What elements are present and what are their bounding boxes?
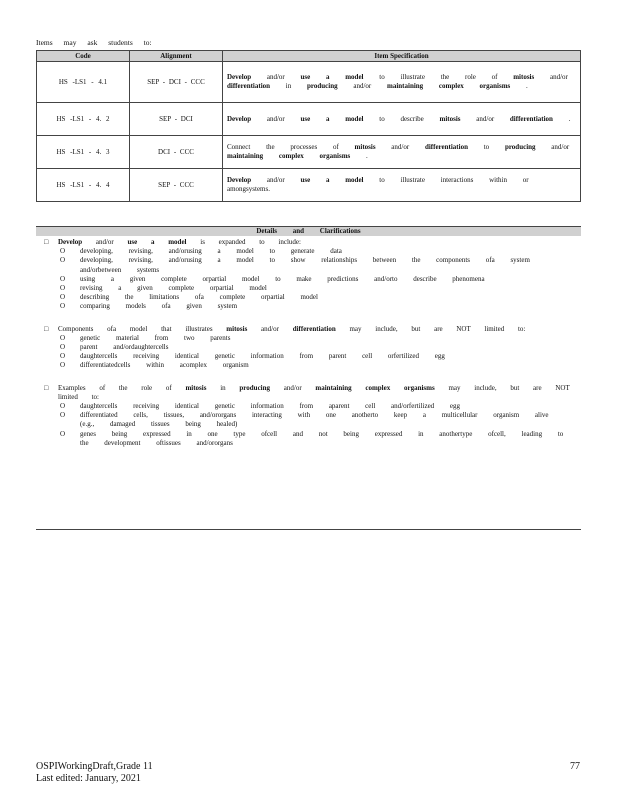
circle-bullet-icon: O xyxy=(60,343,66,352)
spec-text: and/or xyxy=(535,143,570,151)
detail-bullet xyxy=(44,325,574,334)
row-alignment: SEP - DCI - CCC xyxy=(130,62,223,103)
spec-keyword: maintaining complex organisms xyxy=(227,152,351,160)
detail-keyword: use a model xyxy=(127,238,187,246)
detail-bullet xyxy=(44,384,574,402)
footer xyxy=(36,761,153,785)
detail-sub-item xyxy=(44,411,574,429)
sub-item-text: comparing models ofa given system xyxy=(80,302,238,311)
detail-keyword: mitosis xyxy=(226,324,248,333)
spec-text: to illustrate interactions within or amongsystems. xyxy=(227,176,529,193)
detail-sub-item xyxy=(44,302,574,311)
spec-text: . xyxy=(552,114,571,123)
detail-keyword: maintaining complex organisms xyxy=(315,383,435,392)
table-row xyxy=(37,103,581,136)
spec-keyword: producing xyxy=(504,143,536,151)
table-row xyxy=(37,136,581,169)
spec-text: and/or xyxy=(251,73,301,81)
sub-item-text: developing, revising, and/orusing a model to generate data xyxy=(80,247,342,256)
detail-text: Components ofa model that illustrates xyxy=(58,324,227,333)
detail-text: may include, but are NOT limited to: xyxy=(58,383,570,401)
table-row xyxy=(37,169,581,202)
table-header-row xyxy=(37,51,581,62)
spec-keyword: mitosis xyxy=(354,143,376,151)
circle-bullet-icon: O xyxy=(60,352,66,361)
circle-bullet-icon: O xyxy=(60,361,66,370)
spec-text: and/or xyxy=(534,73,568,81)
row-alignment: DCI - CCC xyxy=(130,136,223,169)
spec-keyword: Develop xyxy=(227,176,252,184)
page-number: 77 xyxy=(570,761,580,772)
detail-text: and/or xyxy=(247,324,293,333)
spec-text: to xyxy=(467,143,505,151)
detail-keyword: mitosis xyxy=(185,383,207,392)
sub-item-text: using a given complete orpartial model to make predictions and/orto describe phenomena xyxy=(80,274,485,283)
sub-item-text: genes being expressed in one type ofcell and not being expressed in anothertype ofcell, leading to the development oftissues and/ororgans xyxy=(80,429,564,447)
detail-keyword: differentiation xyxy=(292,324,336,333)
section-gap xyxy=(44,371,574,384)
spec-keyword: mitosis xyxy=(513,73,535,81)
detail-sub-item xyxy=(44,275,574,284)
detail-text: and/or xyxy=(270,383,316,392)
row-code: HS -LS1 - 4. 3 xyxy=(37,136,130,169)
item-spec-table xyxy=(36,50,581,202)
sub-item-text: genetic material from two parents xyxy=(80,333,231,342)
spec-text: Connect the processes of xyxy=(227,143,355,151)
spec-keyword: differentiation xyxy=(509,114,553,123)
sub-item-text: daughtercells receiving identical genetic information from parent cell orfertilized egg xyxy=(80,352,445,361)
detail-sub-item xyxy=(44,402,574,411)
sub-item-text: differentiatedcells within acomplex organism xyxy=(80,361,249,370)
detail-text: in xyxy=(206,383,240,392)
detail-sub-item xyxy=(44,361,574,370)
detail-text: Examples of the role of xyxy=(58,383,186,392)
circle-bullet-icon: O xyxy=(60,333,66,342)
spec-keyword: use a model xyxy=(300,114,364,123)
detail-sub-item xyxy=(44,430,574,448)
detail-text: is expanded to include: xyxy=(186,238,301,246)
circle-bullet-icon: O xyxy=(60,247,66,256)
spec-text: in xyxy=(270,82,307,90)
row-spec xyxy=(223,62,581,103)
section-gap xyxy=(44,312,574,325)
row-spec xyxy=(223,136,581,169)
detail-text: and/or xyxy=(82,238,128,246)
square-bullet-icon: □ xyxy=(44,324,49,333)
bottom-divider xyxy=(36,529,581,530)
spec-keyword: use a model xyxy=(300,176,364,184)
circle-bullet-icon: O xyxy=(60,274,66,283)
sub-item-text: developing, revising, and/orusing a model to show relationships between the components ofa system and/orbetween systems xyxy=(80,256,530,274)
spec-keyword: mitosis xyxy=(439,114,461,123)
row-code: HS -LS1 - 4.1 xyxy=(37,62,130,103)
header-alignment: Alignment xyxy=(130,51,223,62)
detail-keyword: producing xyxy=(239,383,271,392)
spec-keyword: maintaining complex organisms xyxy=(387,82,511,90)
detail-sub-item xyxy=(44,284,574,293)
spec-keyword: differentiation xyxy=(227,82,271,90)
spec-keyword: Develop xyxy=(227,73,252,81)
circle-bullet-icon: O xyxy=(60,256,66,265)
footer-edited-date: Last edited: January, 2021 xyxy=(36,773,141,784)
spec-text: . xyxy=(510,82,528,90)
spec-keyword: producing xyxy=(307,82,338,90)
circle-bullet-icon: O xyxy=(60,284,66,293)
circle-bullet-icon: O xyxy=(60,302,66,311)
square-bullet-icon: □ xyxy=(44,238,49,246)
row-alignment: SEP - DCI xyxy=(130,103,223,136)
detail-sub-item xyxy=(44,247,574,256)
detail-sub-item xyxy=(44,334,574,343)
row-code: HS -LS1 - 4. 2 xyxy=(37,103,130,136)
footer-draft-label: OSPIWorkingDraft,Grade 11 xyxy=(36,761,153,772)
detail-text: may include, but are NOT limited to: xyxy=(335,324,526,333)
detail-sub-item xyxy=(44,352,574,361)
sub-item-text: describing the limitations ofa complete orpartial model xyxy=(80,293,318,302)
spec-text: and/or xyxy=(251,176,301,184)
row-code: HS -LS1 - 4. 4 xyxy=(37,169,130,202)
detail-sub-item xyxy=(44,256,574,274)
spec-text: to illustrate the role of xyxy=(363,73,514,81)
square-bullet-icon: □ xyxy=(44,383,49,392)
spec-text: to describe xyxy=(363,114,440,123)
spec-keyword: use a model xyxy=(300,73,364,81)
spec-keyword: Develop xyxy=(227,114,252,123)
spec-text: and/or xyxy=(337,82,387,90)
spec-text: and/or xyxy=(460,114,510,123)
header-item-spec: Item Specification xyxy=(223,51,581,62)
header-code: Code xyxy=(37,51,130,62)
circle-bullet-icon: O xyxy=(60,293,66,302)
detail-sub-item xyxy=(44,343,574,352)
row-spec xyxy=(223,169,581,202)
row-spec xyxy=(223,103,581,136)
circle-bullet-icon: O xyxy=(60,402,66,411)
spec-keyword: differentiation xyxy=(424,143,468,151)
detail-sub-item xyxy=(44,293,574,302)
details-list xyxy=(44,238,574,448)
sub-item-text: daughtercells receiving identical genetic information from aparent cell and/orfertilized egg xyxy=(80,402,461,411)
circle-bullet-icon: O xyxy=(60,429,66,438)
spec-text: and/or xyxy=(375,143,425,151)
table-row xyxy=(37,62,581,103)
intro-text: Items may ask students to: xyxy=(36,38,152,47)
sub-item-text: differentiated cells, tissues, and/ororgans interacting with one anotherto keep a multicellular organism alive (e.g., damaged tissues being healed) xyxy=(80,411,549,429)
spec-text: . xyxy=(350,152,368,160)
sub-item-text: revising a given complete orpartial model xyxy=(80,284,267,293)
circle-bullet-icon: O xyxy=(60,411,66,420)
row-alignment: SEP - CCC xyxy=(130,169,223,202)
detail-keyword: Develop xyxy=(58,238,83,246)
detail-bullet xyxy=(44,238,574,247)
details-heading: Details and Clarifications xyxy=(36,226,581,236)
spec-text: and/or xyxy=(251,114,301,123)
sub-item-text: parent and/ordaughtercells xyxy=(80,343,169,352)
